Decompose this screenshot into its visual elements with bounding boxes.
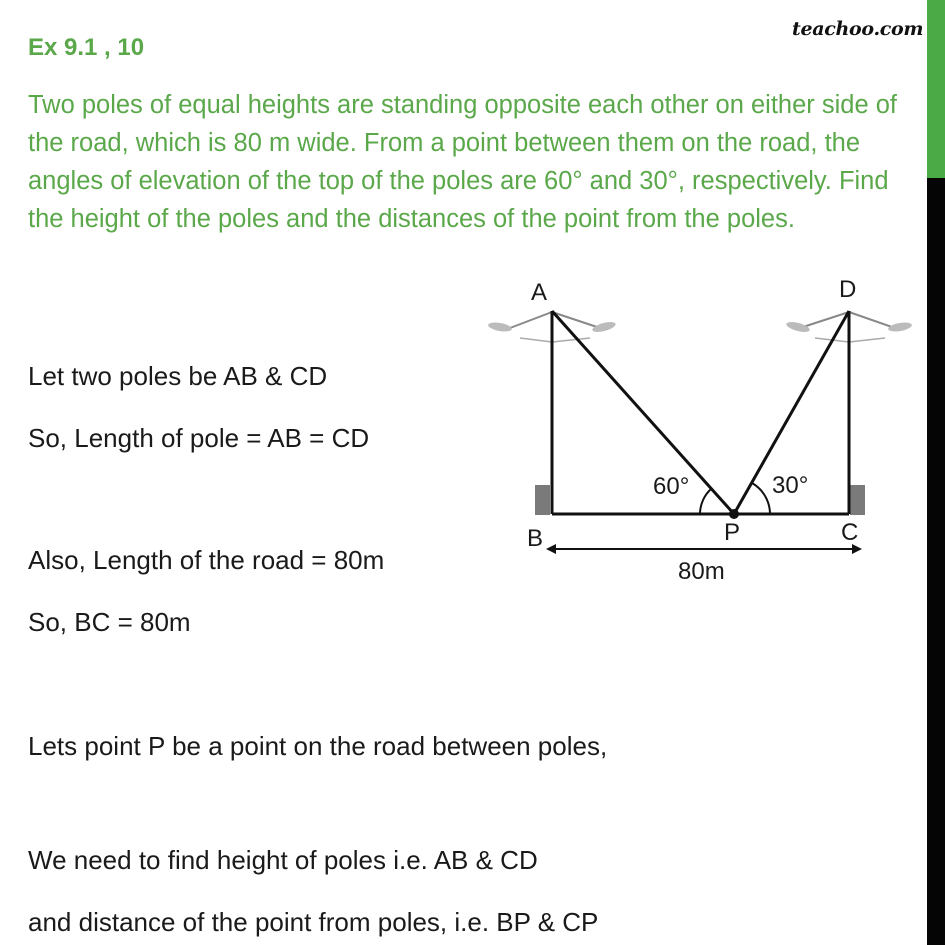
angle-arc-30	[752, 483, 770, 514]
solution-line-2: So, Length of pole = AB = CD	[28, 423, 370, 453]
solution-line-7: and distance of the point from poles, i.e. BP & CP	[28, 907, 599, 937]
solution-line-6: We need to find height of poles i.e. AB & CD	[28, 845, 538, 875]
line-ap	[552, 311, 734, 514]
scrollbar-thumb[interactable]	[927, 0, 945, 178]
question-text: Two poles of equal heights are standing opposite each other on either side of the road, which is 80 m wide. From a point between them on the road, the angles of elevation of the top of the poles are 60° and 30°, respectively. Find the height of the poles and the distances of the point from the poles.	[28, 91, 898, 233]
exercise-title: Ex 9.1 , 10	[28, 34, 145, 61]
label-b: B	[527, 525, 544, 552]
pole-base-left	[535, 485, 550, 515]
label-d: D	[839, 276, 857, 303]
solution-line-4: So, BC = 80m	[28, 607, 191, 637]
angle-label-60: 60°	[653, 473, 690, 500]
scrollbar-track[interactable]	[927, 0, 945, 945]
label-p: P	[724, 519, 741, 546]
angle-label-30: 30°	[772, 472, 809, 499]
pole-base-right	[850, 485, 865, 515]
point-p	[729, 509, 739, 519]
angle-arc-60	[700, 489, 711, 514]
solution-line-5: Lets point P be a point on the road between poles,	[28, 731, 608, 761]
road-width-label: 80m	[678, 558, 725, 585]
label-a: A	[531, 279, 548, 306]
brand-logo: teachoo.com	[792, 18, 924, 40]
solution-line-1: Let two poles be AB & CD	[28, 361, 328, 391]
solution-line-3: Also, Length of the road = 80m	[28, 545, 385, 575]
label-c: C	[841, 519, 859, 546]
